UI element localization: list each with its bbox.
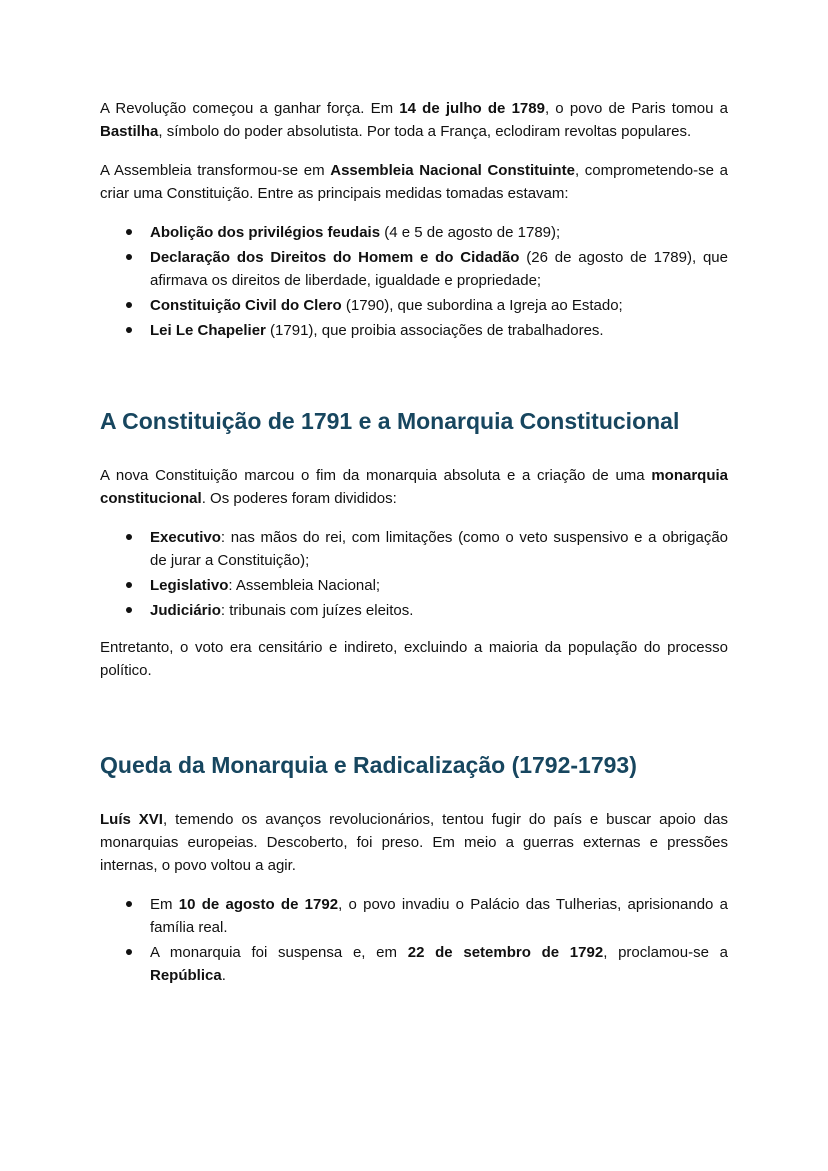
list-item: Judiciário: tribunais com juízes eleitos. [100, 599, 728, 622]
paragraph-voto: Entretanto, o voto era censitário e indireto, excluindo a maioria da população do processo político. [100, 639, 728, 679]
measures-list [100, 221, 728, 342]
list-item: Legislativo: Assembleia Nacional; [100, 574, 728, 597]
list-item: A monarquia foi suspensa e, em 22 de setembro de 1792, proclamou-se a República. [100, 941, 728, 987]
events-list [100, 893, 728, 987]
paragraph-bastilha: A Revolução começou a ganhar força. Em 14 de julho de 1789, o povo de Paris tomou a Bastilha, símbolo do poder absolutista. Por toda a França, eclodiram revoltas populares. [100, 100, 728, 140]
list-item: Declaração dos Direitos do Homem e do Cidadão (26 de agosto de 1789), que afirmava os direitos de liberdade, igualdade e propriedade; [100, 246, 728, 292]
list-item: Constituição Civil do Clero (1790), que subordina a Igreja ao Estado; [100, 294, 728, 317]
document-body [100, 97, 728, 989]
paragraph-luis-xvi: Luís XVI, temendo os avanços revolucionários, tentou fugir do país e buscar apoio das monarquias europeias. Descoberto, foi preso. Em meio a guerras externas e pressões internas, o povo voltou a agir. [100, 811, 728, 874]
section-heading: A Constituição de 1791 e a Monarquia Constitucional [100, 408, 680, 434]
bold-date: 14 de julho de 1789 [399, 100, 545, 117]
bold-term: monarquia constitucional [100, 467, 728, 507]
bold-term: Luís XVI [100, 811, 163, 828]
paragraph-assembleia: A Assembleia transformou-se em Assembleia Nacional Constituinte, comprometendo-se a criar uma Constituição. Entre as principais medidas tomadas estavam: [100, 162, 728, 202]
list-item: Abolição dos privilégios feudais (4 e 5 de agosto de 1789); [100, 221, 728, 244]
bold-term: Assembleia Nacional Constituinte [330, 162, 575, 179]
powers-list [100, 526, 728, 622]
paragraph-constituicao: A nova Constituição marcou o fim da monarquia absoluta e a criação de uma monarquia constitucional. Os poderes foram divididos: [100, 467, 728, 507]
section-heading: Queda da Monarquia e Radicalização (1792-1793) [100, 752, 637, 778]
list-item: Executivo: nas mãos do rei, com limitações (como o veto suspensivo e a obrigação de jurar a Constituição); [100, 526, 728, 572]
bold-term: Bastilha [100, 123, 159, 140]
list-item: Em 10 de agosto de 1792, o povo invadiu o Palácio das Tulherias, aprisionando a família real. [100, 893, 728, 939]
list-item: Lei Le Chapelier (1791), que proibia associações de trabalhadores. [100, 319, 728, 342]
